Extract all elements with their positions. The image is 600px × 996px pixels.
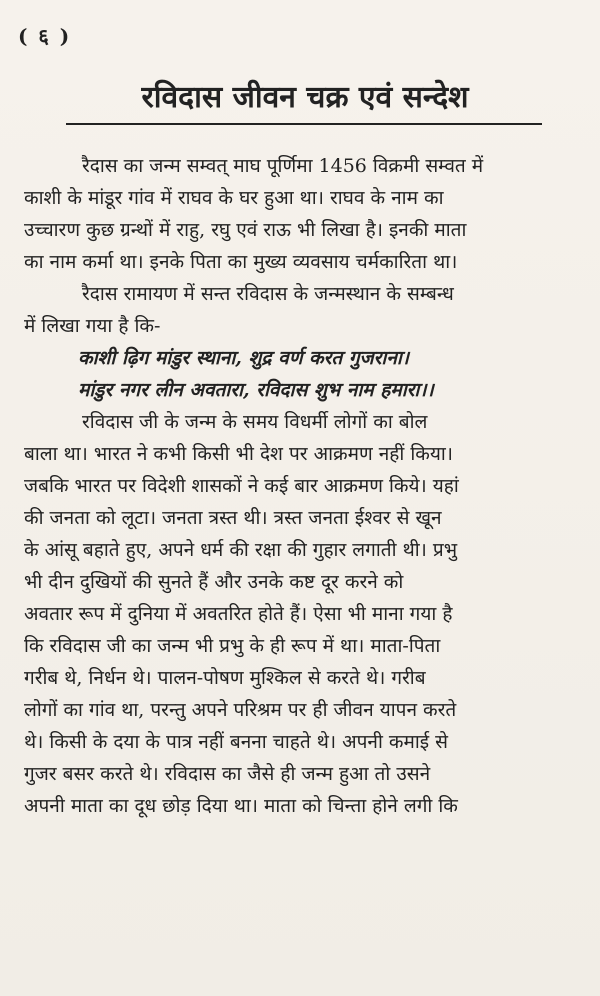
paragraph-line: गरीब थे, निर्धन थे। पालन-पोषण मुश्किल से करते थे। गरीब xyxy=(24,667,426,689)
paragraph-line: उच्चारण कुछ ग्रन्थों में राहु, रघु एवं राऊ भी लिखा है। इनकी माता xyxy=(24,219,467,241)
paragraph-line: के आंसू बहाते हुए, अपने धर्म की रक्षा की गुहार लगाती थी। प्रभु xyxy=(24,539,458,561)
paragraph-line: रैदास का जन्म सम्वत् माघ पूर्णिमा 1456 विक्रमी सम्वत में xyxy=(82,155,484,177)
paragraph-line: में लिखा गया है कि- xyxy=(24,315,161,337)
paragraph-line: जबकि भारत पर विदेशी शासकों ने कई बार आक्रमण किये। यहां xyxy=(24,475,459,497)
page-number: ( ६ ) xyxy=(18,24,72,48)
paragraph-line: अपनी माता का दूध छोड़ दिया था। माता को चिन्ता होने लगी कि xyxy=(24,795,458,817)
paragraph-line: थे। किसी के दया के पात्र नहीं बनना चाहते थे। अपनी कमाई से xyxy=(24,731,448,753)
verse-line: काशी ढ़िग मांडुर स्थाना, शुद्र वर्ण करत गुजराना। xyxy=(78,347,410,369)
paragraph-line: का नाम कर्मा था। इनके पिता का मुख्य व्यवसाय चर्मकारिता था। xyxy=(24,251,458,273)
verse-line: मांडुर नगर लीन अवतारा, रविदास शुभ नाम हमारा।। xyxy=(78,379,434,401)
paragraph-line: रविदास जी के जन्म के समय विधर्मी लोगों का बोल xyxy=(82,411,428,433)
body-text xyxy=(24,150,580,822)
paragraph-line: अवतार रूप में दुनिया में अवतरित होते हैं। ऐसा भी माना गया है xyxy=(24,603,453,625)
paragraph-line: रैदास रामायण में सन्त रविदास के जन्मस्थान के सम्बन्ध xyxy=(82,283,454,305)
page-title: रविदास जीवन चक्र एवं सन्देश xyxy=(141,80,469,115)
paragraph-line: लोगों का गांव था, परन्तु अपने परिश्रम पर ही जीवन यापन करते xyxy=(24,699,457,721)
paragraph-line: भी दीन दुखियों की सुनते हैं और उनके कष्ट दूर करने को xyxy=(24,571,404,593)
paragraph-line: काशी के मांडूर गांव में राघव के घर हुआ था। राघव के नाम का xyxy=(24,187,444,209)
paragraph-line: कि रविदास जी का जन्म भी प्रभु के ही रूप में था। माता-पिता xyxy=(24,635,441,657)
paragraph-line: बाला था। भारत ने कभी किसी भी देश पर आक्रमण नहीं किया। xyxy=(24,443,454,465)
paragraph-line: की जनता को लूटा। जनता त्रस्त थी। त्रस्त जनता ईश्वर से खून xyxy=(24,507,442,529)
title-underline xyxy=(66,123,542,125)
paragraph-line: गुजर बसर करते थे। रविदास का जैसे ही जन्म हुआ तो उसने xyxy=(24,763,431,785)
